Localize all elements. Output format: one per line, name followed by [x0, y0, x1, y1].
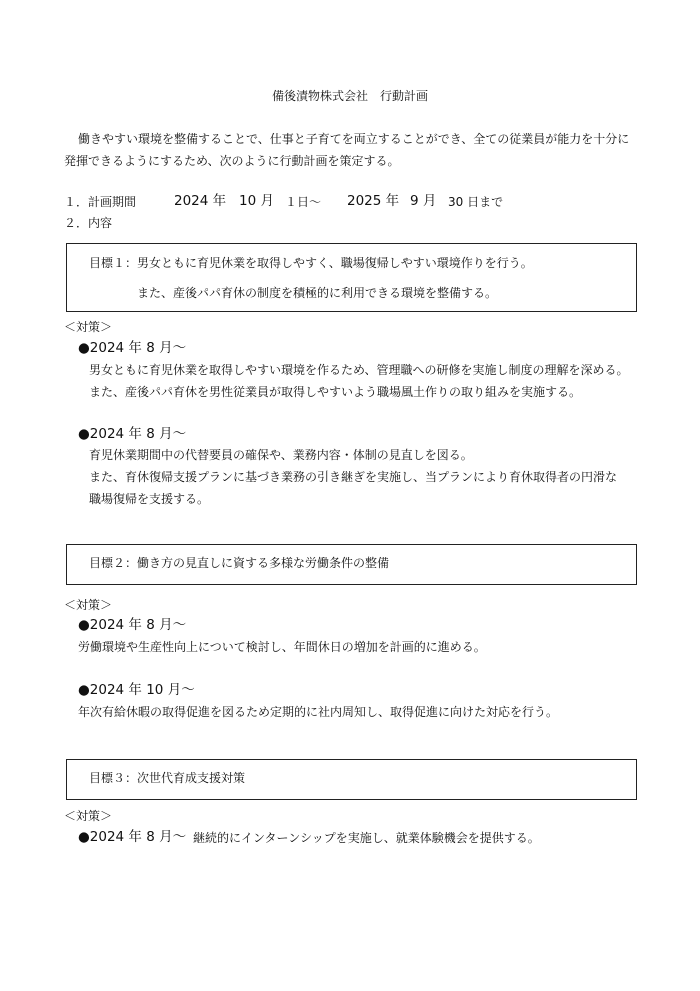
- goal-1-measure-1-heading: ●2024 年 8 月～: [78, 340, 187, 356]
- goal-1-measure-1-line-2: また、産後パパ育休を男性従業員が取得しやすいよう職場風土作りの取り組みを実施する。: [89, 385, 582, 399]
- goal-1-line-1: 目標１：男女ともに育児休業を取得しやすく、職場復帰しやすい環境作りを行う。: [89, 256, 533, 270]
- goal-2-measure-1-line-1: 労働環境や生産性向上について検討し、年間休日の増加を計画的に進める。: [78, 640, 486, 654]
- goal-3-measures-label: ＜対策＞: [64, 809, 113, 823]
- plan-period-from-month: 10 月: [239, 193, 274, 209]
- goal-3-measure-1-text: 継続的にインターンシップを実施し、就業体験機会を提供する。: [193, 831, 540, 845]
- page-title: 備後漬物株式会社 行動計画: [271, 89, 428, 103]
- goal-1-measure-2-heading: ●2024 年 8 月～: [78, 426, 187, 442]
- plan-period-to-day: 30 日まで: [448, 195, 504, 209]
- plan-period-from-day: １日～: [285, 195, 322, 209]
- plan-period-label: １．計画期間: [64, 195, 137, 209]
- plan-period-from-year: 2024 年: [174, 193, 227, 209]
- goal-2-measure-2-heading: ●2024 年 10 月～: [78, 682, 195, 698]
- goal-2-measure-2-line-1: 年次有給休暇の取得促進を図るため定期的に社内周知し、取得促進に向けた対応を行う。: [78, 705, 559, 719]
- plan-period-to-month: 9 月: [410, 193, 437, 209]
- goal-1-measure-2-line-3: 職場復帰を支援する。: [89, 492, 210, 506]
- contents-label: ２．内容: [64, 216, 113, 230]
- goal-1-measure-2-line-2: また、育休復帰支援プランに基づき業務の引き継ぎを実施し、当プランにより育休取得者の円滑な: [89, 470, 618, 484]
- goal-3-measure-1-heading: ●2024 年 8 月～: [78, 829, 187, 845]
- goal-3-line-1: 目標３：次世代育成支援対策: [89, 771, 246, 785]
- intro-line-1: 働きやすい環境を整備することで、仕事と子育てを両立することができ、全ての従業員が能力を十分に: [78, 132, 630, 146]
- goal-1-line-2: また、産後パパ育休の制度を積極的に利用できる環境を整備する。: [137, 286, 498, 300]
- goal-2-line-1: 目標２：働き方の見直しに資する多様な労働条件の整備: [89, 556, 390, 570]
- plan-period-to-year: 2025 年: [347, 193, 400, 209]
- goal-1-measure-2-line-1: 育児休業期間中の代替要員の確保や、業務内容・体制の見直しを図る。: [89, 448, 473, 462]
- goal-1-measure-1-line-1: 男女ともに育児休業を取得しやすい環境を作るため、管理職への研修を実施し制度の理解を深める。: [89, 363, 629, 377]
- goal-1-measures-label: ＜対策＞: [64, 320, 113, 334]
- intro-line-2: 発揮できるようにするため、次のように行動計画を策定する。: [64, 154, 400, 168]
- goal-2-measure-1-heading: ●2024 年 8 月～: [78, 617, 187, 633]
- goal-1-box: [66, 243, 637, 312]
- goal-2-measures-label: ＜対策＞: [64, 598, 113, 612]
